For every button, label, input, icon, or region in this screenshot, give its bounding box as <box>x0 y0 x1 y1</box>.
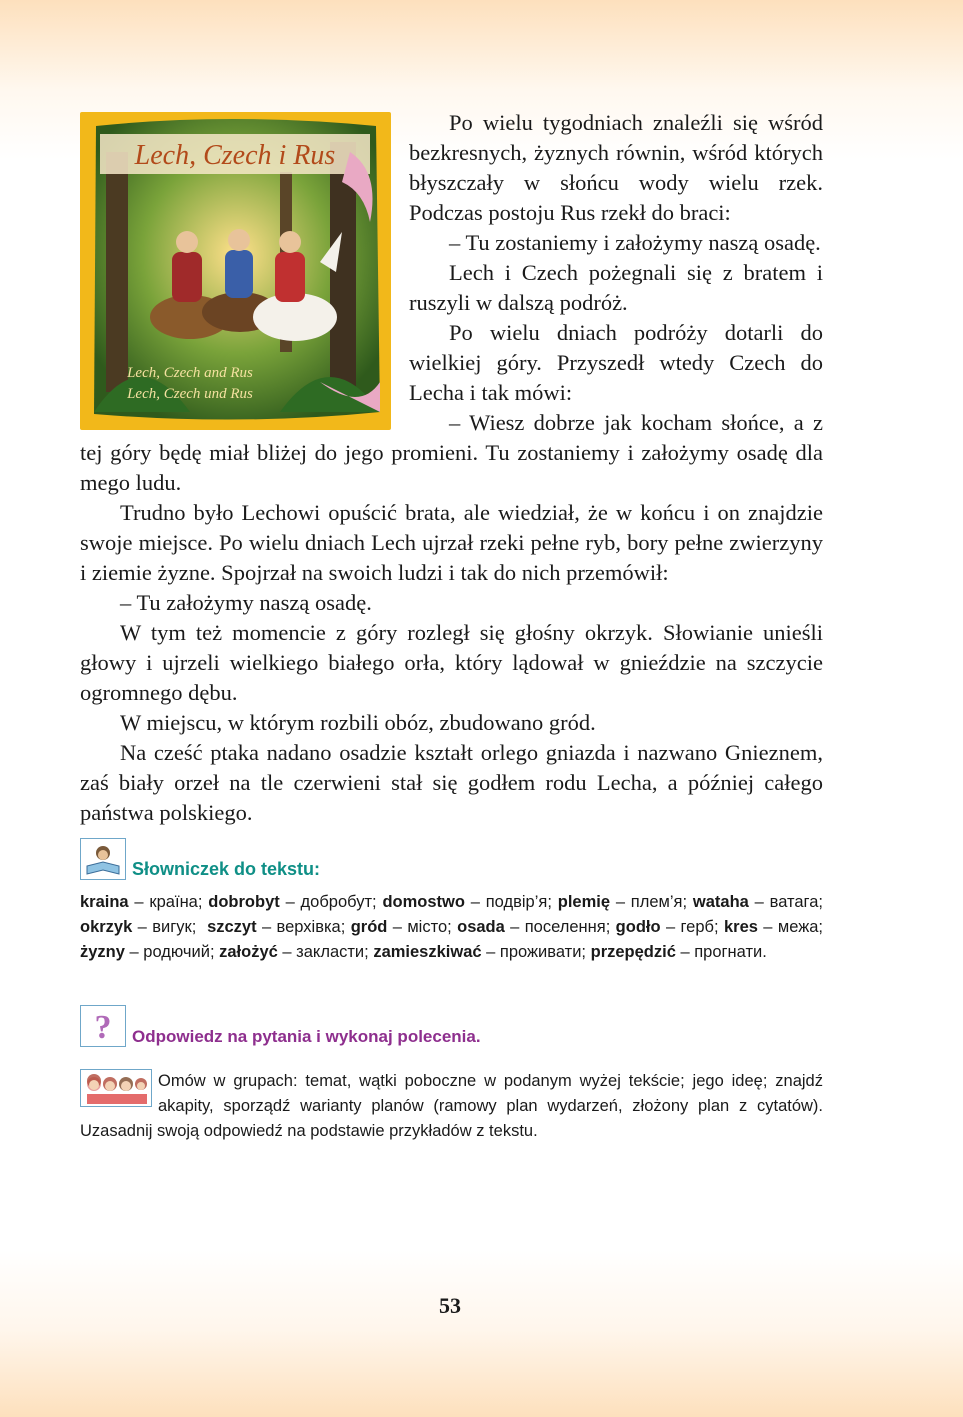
story-paragraph: W tym też momencie z góry rozległ się głośny okrzyk. Słowianie unieśli głowy i ujrzeli wielkiego białego orła, który lądował w gnieździe na szczycie ogromnego dębu. <box>80 620 823 705</box>
vocab-word: godło <box>615 918 661 936</box>
vocab-word: okrzyk <box>80 918 133 936</box>
story-paragraph: Po wielu tygodniach znaleźli się wśród bezkresnych, żyznych równin, wśród których błyszczały w słońcu wody wielu rzek. Podczas postoju Rus rzekł do braci: <box>409 110 823 225</box>
group-children-icon <box>80 1069 152 1107</box>
vocab-translation: – поселення; <box>504 918 616 936</box>
vocab-word: szczyt <box>207 918 257 936</box>
vocab-translation: – ватага; <box>748 893 828 911</box>
vocab-translation: – герб; <box>660 918 724 936</box>
cover-caption-2: Lech, Czech und Rus <box>127 386 253 402</box>
svg-text:?: ? <box>94 1009 112 1044</box>
vocabulary-header <box>80 838 823 880</box>
vocab-word: żyzny <box>80 943 125 961</box>
story-paragraph: – Tu założymy naszą osadę. <box>120 590 372 615</box>
story-paragraph: W miejscu, w którym rozbili obóz, zbudowano gród. <box>120 710 596 735</box>
question-mark-icon <box>80 1005 126 1047</box>
reading-book-icon <box>80 838 126 880</box>
questions-heading: Odpowiedz na pytania i wykonaj polecenia. <box>132 1027 481 1046</box>
vocab-word: plemię <box>557 893 611 911</box>
vocab-translation: – плем’я; <box>610 893 693 911</box>
cover-caption-1: Lech, Czech and Rus <box>127 365 253 381</box>
vocab-word: gród <box>350 918 388 936</box>
story-paragraph: – Wiesz dobrze jak kocham słońce, a z tej góry będę miał bliżej do jego promieni. Tu zostaniemy i założymy osadę dla mego ludu. <box>80 410 823 495</box>
vocabulary-list <box>80 890 828 965</box>
vocab-translation: – подвір’я; <box>464 893 558 911</box>
task-block <box>80 1069 823 1144</box>
vocab-translation: – місто; <box>387 918 458 936</box>
story-paragraph: Trudno było Lechowi opuścić brata, ale wiedział, że w końcu i on znajdzie swoje miejsce. Po wielu dniach Lech ujrzał rzeki pełne ryb, bory pełne zwierzyny i ziemie żyzne. Spojrzał na swoich ludzi i tak do nich przemówił: <box>80 500 823 585</box>
vocab-translation: – вигук; <box>132 918 208 936</box>
forest-riders-image <box>80 112 391 430</box>
cover-title-text: Lech, Czech i Rus <box>134 140 336 171</box>
vocab-translation: – прогнати. <box>675 943 767 961</box>
questions-header <box>80 1005 823 1047</box>
page-number: 53 <box>439 1293 461 1318</box>
story-paragraph: Po wielu dniach podróży dotarli do wielkiej góry. Przyszedł wtedy Czech do Lecha i tak mówi: <box>409 320 823 405</box>
vocab-translation: – добробут; <box>279 893 383 911</box>
vocab-word: wataha <box>692 893 749 911</box>
vocab-word: przepędzić <box>590 943 676 961</box>
book-cover-illustration <box>80 112 391 430</box>
vocab-word: zamieszkiwać <box>373 943 482 961</box>
vocab-word: kraina <box>80 893 129 911</box>
vocab-word: założyć <box>219 943 278 961</box>
vocab-translation: – верхівка; <box>256 918 351 936</box>
vocabulary-heading: Słowniczek do tekstu: <box>132 859 321 879</box>
story-paragraph: Na cześć ptaka nadano osadzie kształt orlego gniazda i nazwano Gnieznem, zaś biały orzeł na tle czerwieni stał się godłem rodu Lecha, a później całego państwa polskiego. <box>80 740 823 825</box>
vocab-translation: – проживати; <box>481 943 591 961</box>
vocab-translation: – закласти; <box>277 943 374 961</box>
story-paragraph: – Tu zostaniemy i założymy naszą osadę. <box>449 230 821 255</box>
vocab-word: dobrobyt <box>208 893 280 911</box>
vocab-word: osada <box>457 918 505 936</box>
page-content <box>80 108 828 1144</box>
story-paragraph: Lech i Czech pożegnali się z bratem i ruszyli w dalszą podróż. <box>409 260 823 315</box>
vocab-word: domostwo <box>382 893 465 911</box>
vocab-word: kres <box>723 918 758 936</box>
task-text: Omów w grupach: temat, wątki poboczne w podanym wyżej tekście; jego ideę; znajdź akapity, sporządź warianty planów (ramowy plan wydarzeń, złożony plan z cytatów). Uzasadnij swoją odpowiedź na podstawie przykładów z tekstu. <box>80 1072 823 1140</box>
vocab-translation: – межа; <box>757 918 828 936</box>
vocab-translation: – родючий; <box>124 943 220 961</box>
vocab-translation: – країна; <box>128 893 209 911</box>
